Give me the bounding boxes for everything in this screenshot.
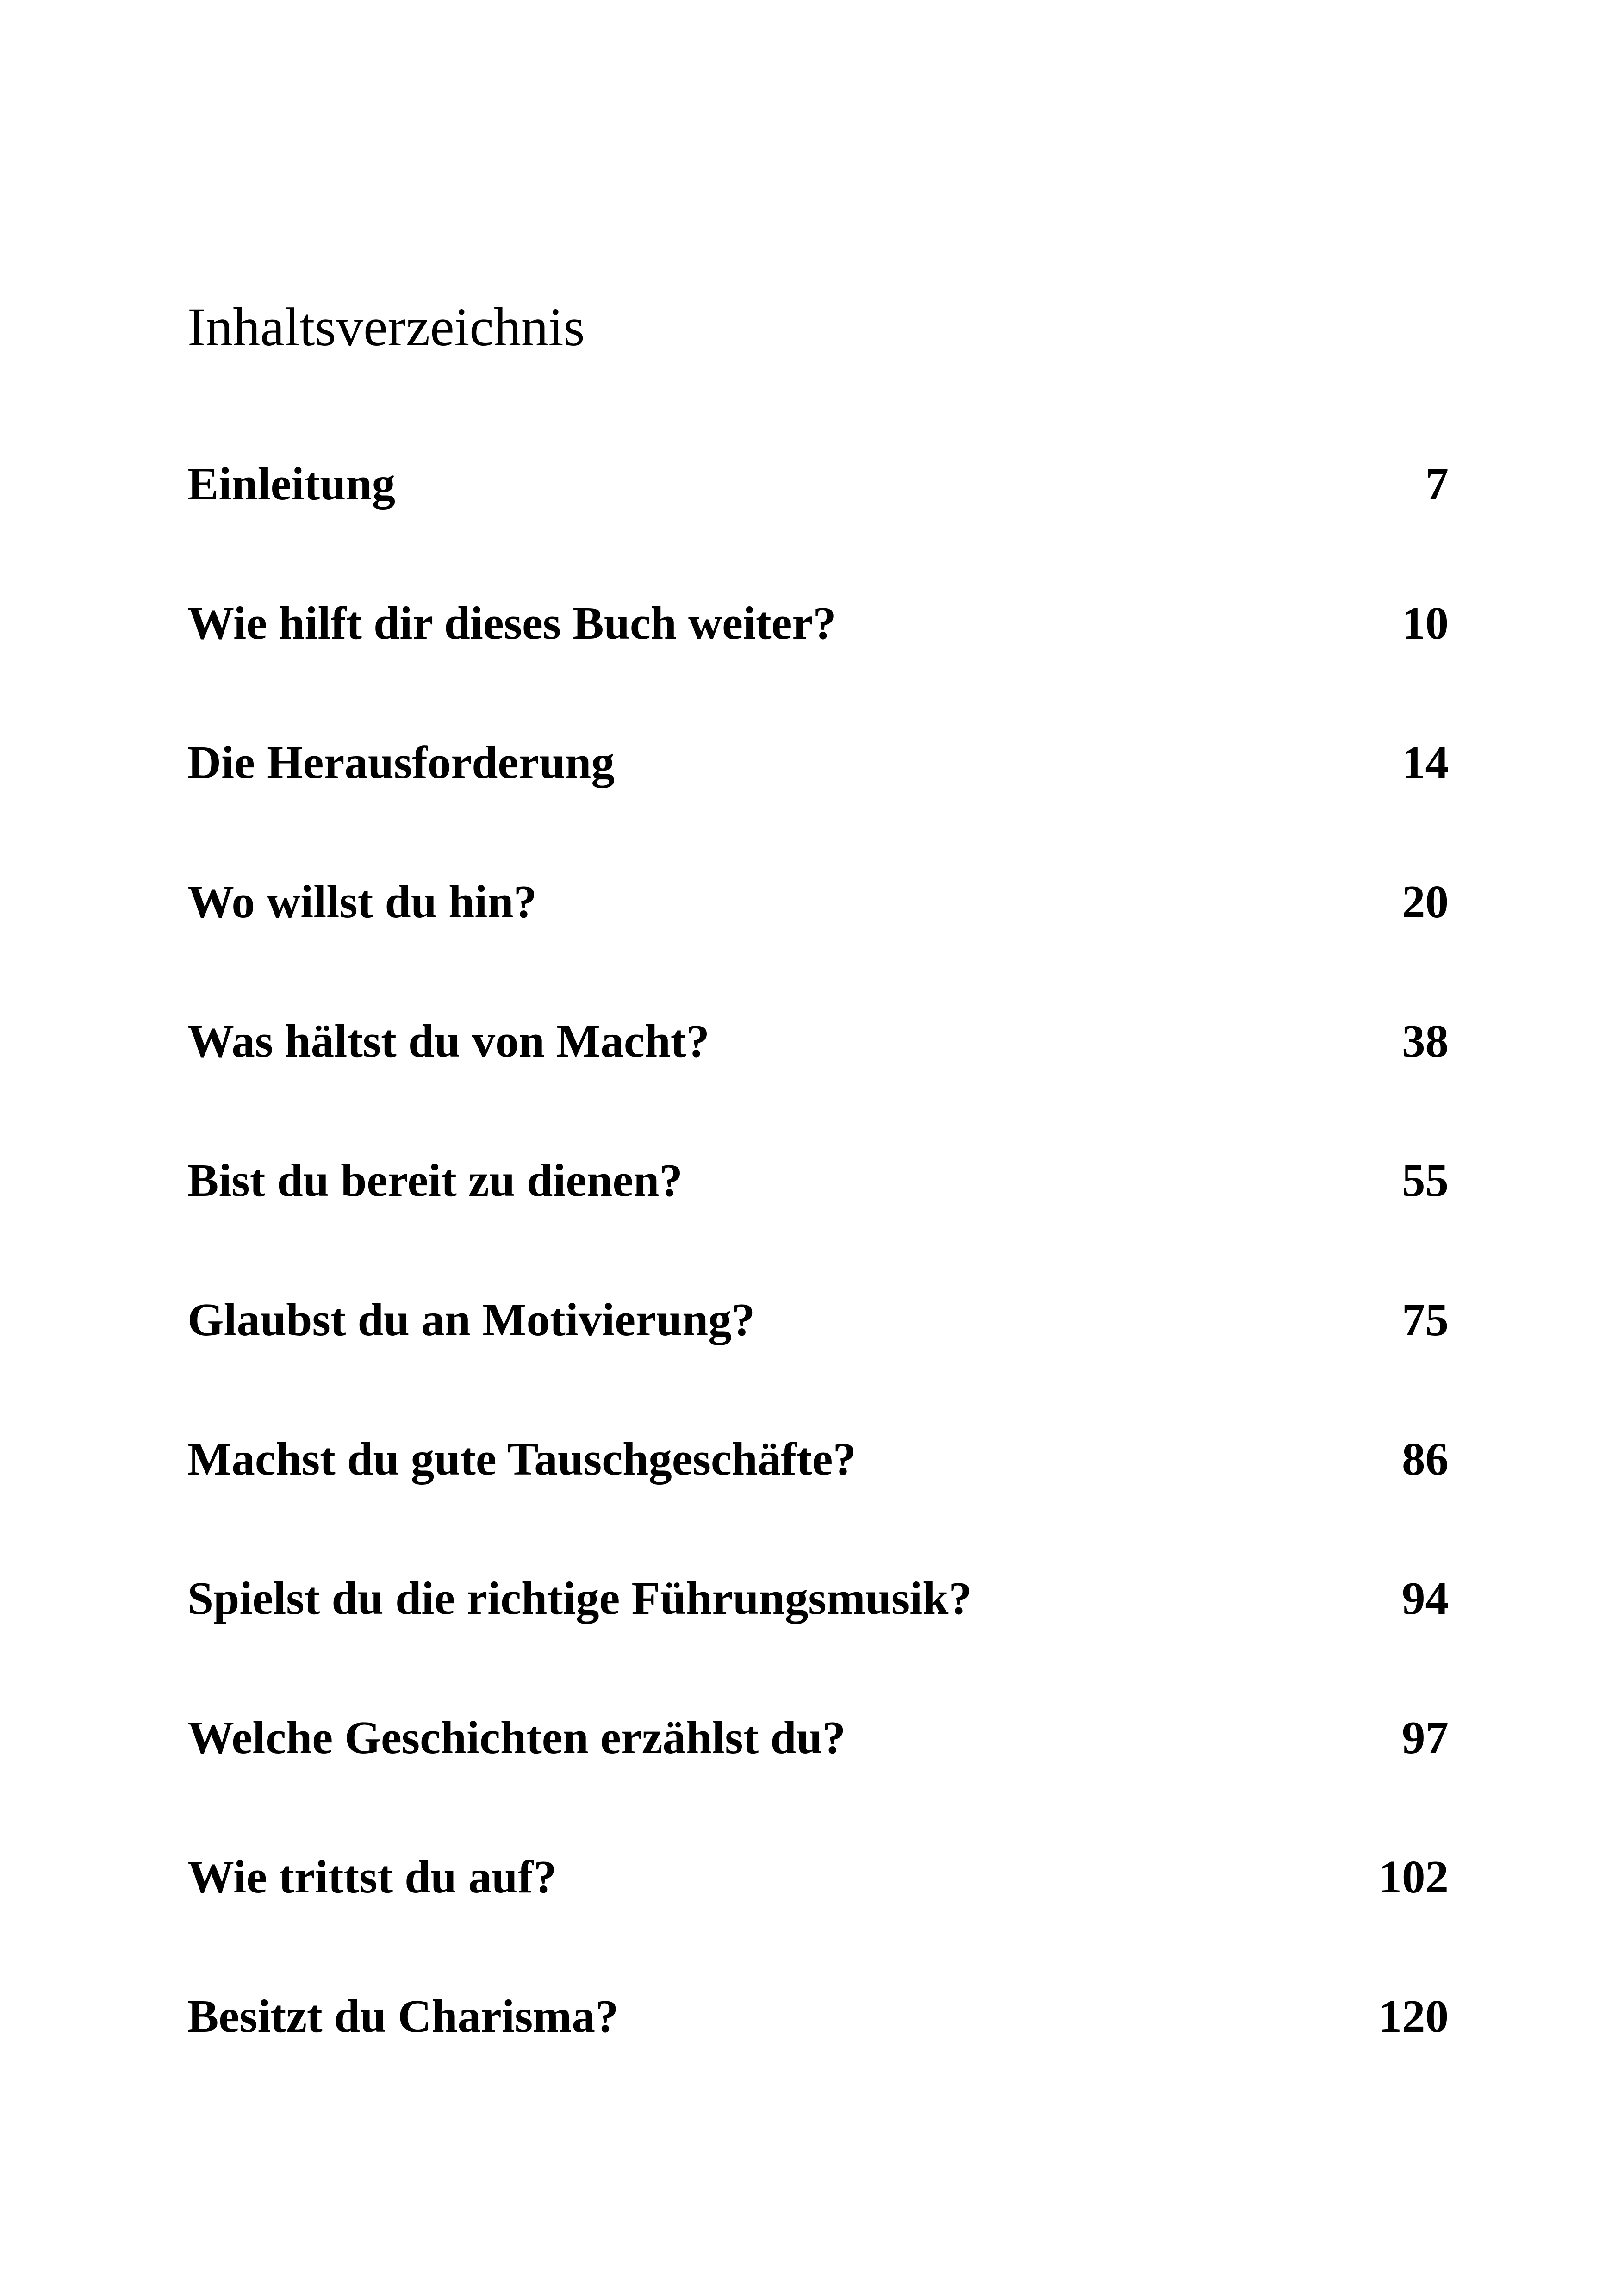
- toc-entry-spielst-du-die-richtige-fuehrungsmusik: [187, 1572, 1449, 1714]
- toc-entry-page-number: 94: [1402, 1572, 1449, 1624]
- toc-entry-wie-hilft-dir-dieses-buch-weiter: [187, 597, 1449, 739]
- toc-entry-page-number: 10: [1402, 597, 1449, 649]
- toc-entry-label: Wie trittst du auf?: [187, 1851, 557, 1903]
- toc-entry-wo-willst-du-hin: [187, 878, 1449, 1018]
- toc-entry-label: Welche Geschichten erzählst du?: [187, 1711, 846, 1763]
- toc-entry-page-number: 38: [1402, 1015, 1449, 1067]
- toc-entry-was-haeltst-du-von-macht: [187, 1015, 1449, 1157]
- toc-entry-besitzt-du-charisma: [187, 1990, 1449, 2132]
- toc-entry-label: Bist du bereit zu dienen?: [187, 1154, 683, 1206]
- toc-entry-bist-du-bereit-zu-dienen: [187, 1154, 1449, 1296]
- toc-entry-page-number: 14: [1402, 736, 1449, 788]
- toc-entry-label: Spielst du die richtige Führungsmusik?: [187, 1572, 972, 1624]
- toc-entry-machst-du-gute-tauschgeschaefte: [187, 1433, 1449, 1575]
- toc-entry-page-number: 75: [1402, 1294, 1449, 1345]
- toc-list: [187, 460, 1449, 2132]
- toc-entry-die-herausforderung: [187, 736, 1449, 878]
- toc-entry-label: Machst du gute Tauschgeschäfte?: [187, 1433, 856, 1485]
- toc-entry-page-number: 120: [1378, 1990, 1449, 2042]
- toc-entry-page-number: 97: [1402, 1711, 1449, 1763]
- toc-entry-label: Besitzt du Charisma?: [187, 1990, 619, 2042]
- toc-entry-wie-trittst-du-auf: [187, 1851, 1449, 1993]
- toc-entry-label: Die Herausforderung: [187, 736, 615, 788]
- toc-title: Inhaltsverzeichnis: [187, 297, 585, 357]
- toc-entry-page-number: 7: [1425, 458, 1449, 510]
- toc-entry-page-number: 20: [1402, 876, 1449, 927]
- toc-entry-label: Wie hilft dir dieses Buch weiter?: [187, 597, 836, 649]
- toc-entry-label: Einleitung: [187, 458, 396, 510]
- toc-entry-welche-geschichten-erzaehlst-du: [187, 1711, 1449, 1854]
- toc-entry-label: Wo willst du hin?: [187, 876, 537, 927]
- toc-entry-label: Was hältst du von Macht?: [187, 1015, 710, 1067]
- toc-entry-einleitung: [187, 460, 1449, 600]
- toc-entry-page-number: 55: [1402, 1154, 1449, 1206]
- toc-entry-page-number: 102: [1378, 1851, 1449, 1903]
- toc-entry-glaubst-du-an-motivierung: [187, 1296, 1449, 1436]
- toc-entry-label: Glaubst du an Motivierung?: [187, 1294, 755, 1345]
- toc-entry-page-number: 86: [1402, 1433, 1449, 1485]
